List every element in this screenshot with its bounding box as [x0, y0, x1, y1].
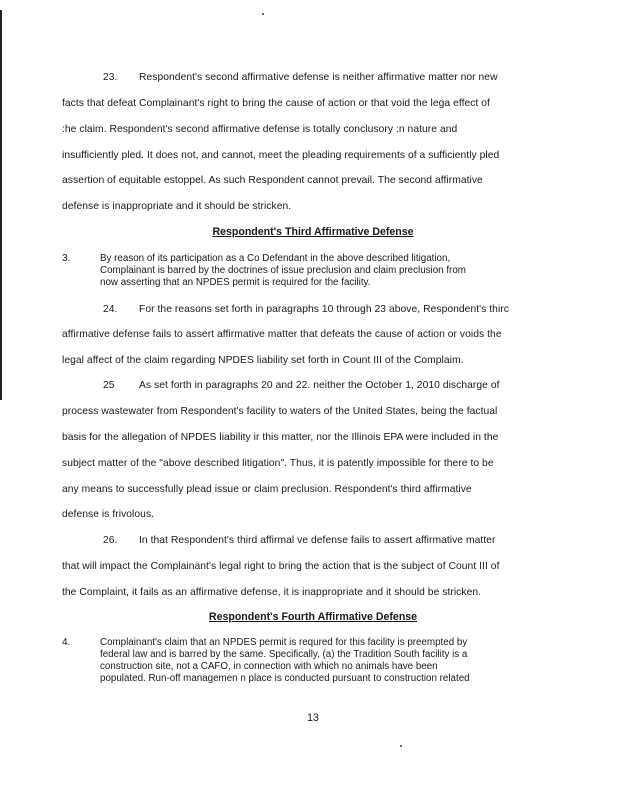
heading-fourth-affirmative-defense: Respondent's Fourth Affirmative Defense — [208, 611, 418, 623]
block-3-line: Complainant is barred by the doctrines of issue preclusion and claim preclusion from — [100, 265, 466, 276]
block-4-line: populated. Run-off managemen n place is conducted pursuant to construction related — [100, 673, 470, 684]
para-24-line: affirmative defense fails to assert affirmative matter that defeats the cause of action or voids the — [62, 329, 502, 340]
para-25-line: any means to successfully plead issue or claim preclusion. Respondent's third affirmative — [62, 484, 472, 495]
scan-speck — [400, 745, 402, 747]
para-25-line: subject matter of the "above described litigation". Thus, it is patently impossible for there to be — [62, 458, 494, 469]
para-25-line: process wastewater from Respondent's facility to waters of the United States, being the factual — [62, 406, 498, 417]
para-24-number: 24. — [103, 304, 118, 315]
block-4-line: federal law and is barred by the same. Specifically, (a) the Tradition South facility is a — [100, 649, 468, 660]
heading-third-affirmative-defense: Respondent's Third Affirmative Defense — [212, 226, 414, 238]
para-23-number: 23. — [103, 72, 118, 83]
para-26-line: that will impact the Complainant's legal right to bring the action that is the subject of Count III of — [62, 561, 500, 572]
para-25-line: defense is frivolous. — [62, 509, 155, 520]
para-26-line: In that Respondent's third affirmal ve defense fails to assert affirmative matter — [139, 535, 496, 546]
para-23-line: insufficiently pled. It does not, and cannot, meet the pleading requirements of a sufficiently pled — [62, 150, 500, 161]
block-4-line: Complainant's claim that an NPDES permit is requred for this facility is preempted by — [100, 637, 468, 648]
block-4-number: 4. — [62, 637, 71, 648]
para-23-line: :he claim. Respondent's second affirmative defense is totally conclusory :n nature and — [62, 124, 458, 135]
para-26-line: the Complaint, it fails as an affirmative defense, it is inappropriate and it should be stricken. — [62, 587, 482, 598]
page-number: 13 — [307, 712, 319, 724]
left-margin-rule — [0, 10, 2, 400]
para-23-line: defense is inappropriate and it should be stricken. — [62, 201, 292, 212]
block-3-line: By reason of its participation as a Co Defendant in the above described litigation, — [100, 253, 451, 264]
block-4-line: construction site, not a CAFO, in connection with which no animals have been — [100, 661, 438, 672]
para-23-line: Respondent's second affirmative defense is neither affirmative matter nor new — [139, 72, 498, 83]
block-3-line: now asserting that an NPDES permit is required for the facility. — [100, 277, 371, 288]
para-24-line: For the reasons set forth in paragraphs 10 through 23 above, Respondent's thirc — [139, 304, 509, 315]
para-25-line: basis for the allegation of NPDES liability ir this matter, nor the Illinois EPA were included in the — [62, 432, 499, 443]
para-24-line: legal affect of the claim regarding NPDES liability set forth in Count III of the Complaim. — [62, 355, 464, 366]
para-26-number: 26. — [103, 535, 118, 546]
para-23-line: facts that defeat Complainant's right to bring the cause of action or that void the lega effect of — [62, 98, 490, 109]
scan-speck — [262, 13, 264, 15]
para-23-line: assertion of equitable estoppel. As such Respondent cannot prevail. The second affirmative — [62, 175, 483, 186]
block-3-number: 3. — [62, 253, 71, 264]
para-25-line: As set forth in paragraphs 20 and 22. neither the October 1, 2010 discharge of — [139, 380, 500, 391]
para-25-number: 25 — [103, 380, 115, 391]
